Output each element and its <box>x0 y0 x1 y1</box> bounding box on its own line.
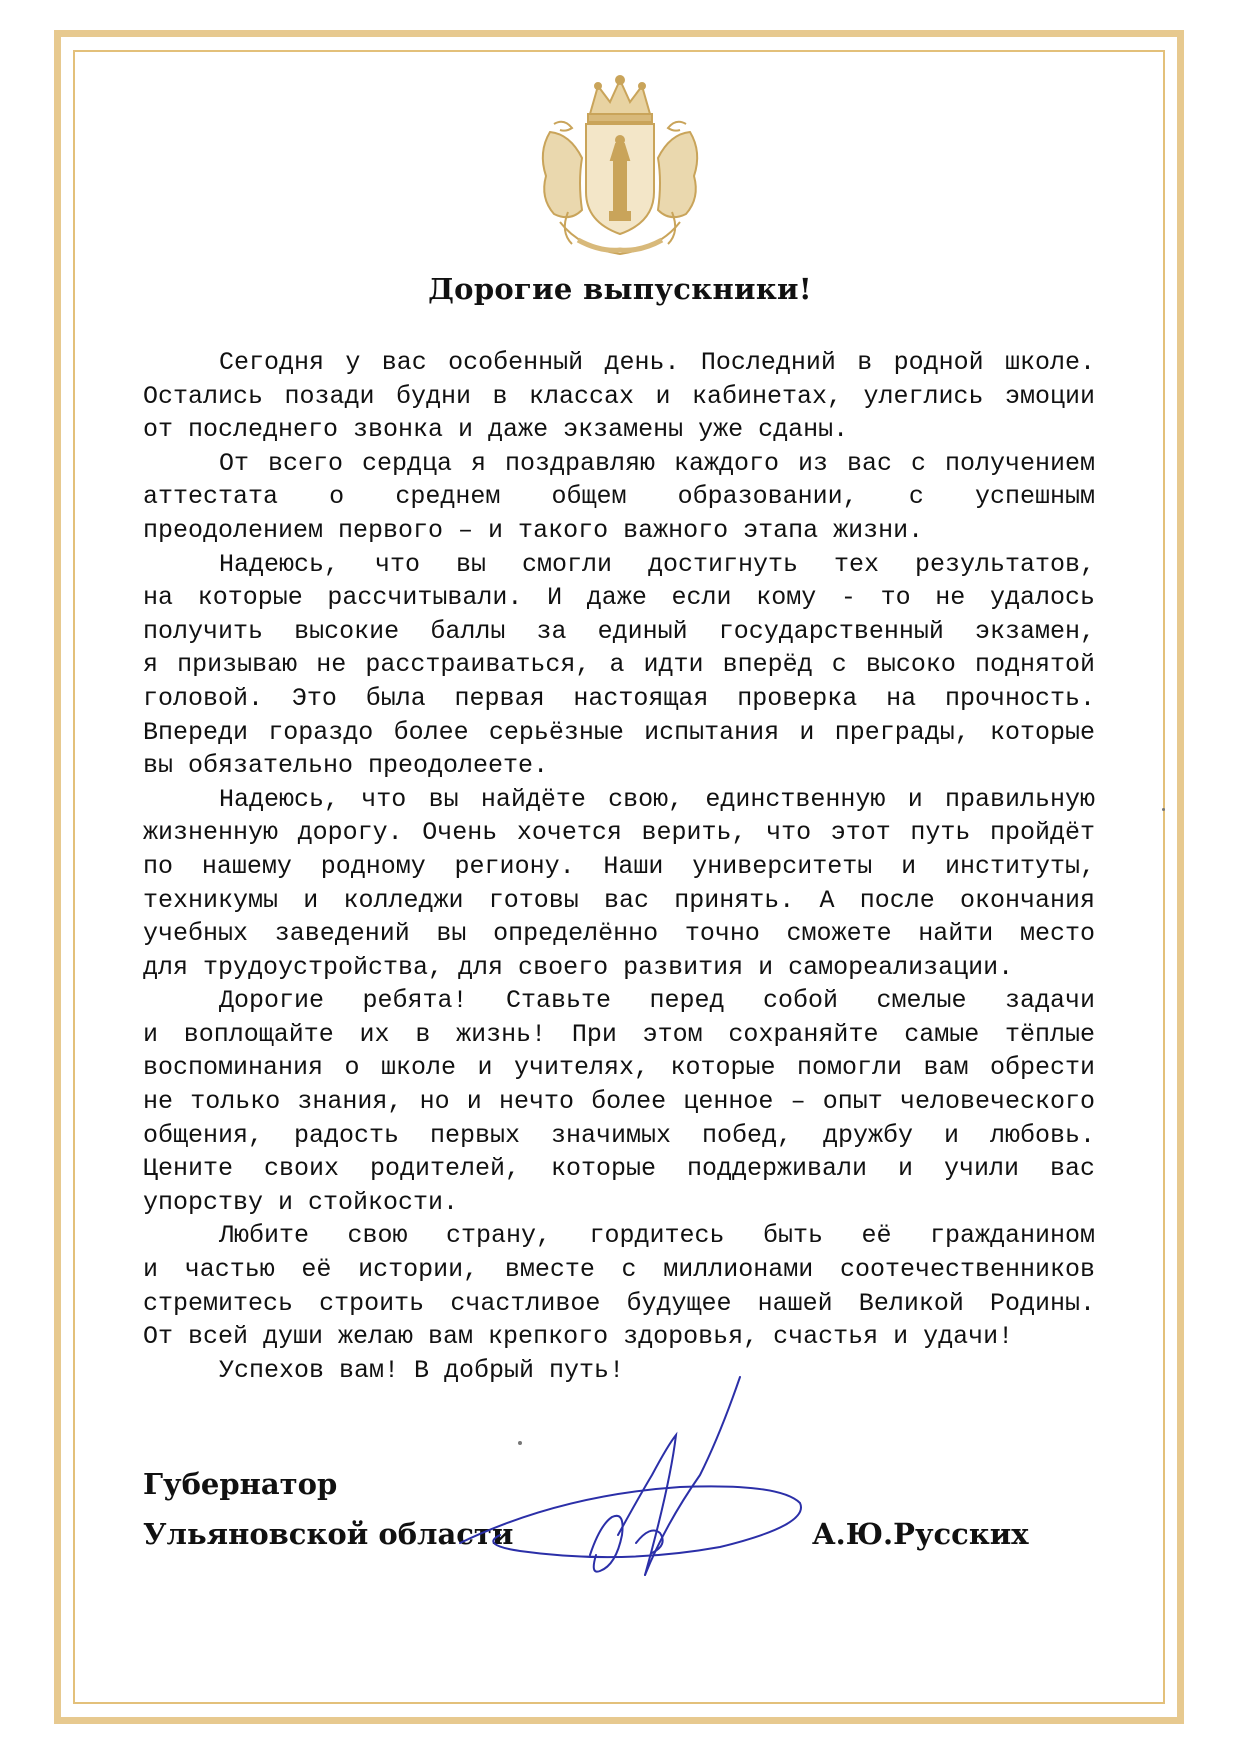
scan-speck <box>1162 808 1165 811</box>
letter-title: Дорогие выпускники! <box>428 272 812 306</box>
text-line: по нашему родному региону. Наши университеты и институты, <box>143 851 1095 881</box>
text-line: головой. Это была первая настоящая проверка на прочность. <box>143 683 1095 713</box>
text-line: и частью её истории, вместе с миллионами соотечественников <box>143 1255 1095 1285</box>
text-line: техникумы и колледжи готовы вас принять. А после окончания <box>143 885 1095 915</box>
text-line: От всего сердца я поздравляю каждого из вас с получением <box>219 448 1095 478</box>
letter-body <box>143 346 1095 1387</box>
paragraph-5 <box>143 984 1095 1219</box>
text-line: не только знания, но и нечто более ценное – опыт человеческого <box>143 1087 1095 1117</box>
text-line: аттестата о среднем общем образовании, с успешным <box>143 482 1095 512</box>
coat-of-arms-icon <box>520 72 720 267</box>
paragraph-4 <box>143 783 1095 985</box>
text-line: вы обязательно преодолеете. <box>143 751 549 781</box>
text-line: учебных заведений вы определённо точно сможете найти место <box>143 919 1095 949</box>
text-line: Любите свою страну, гордитесь быть её гражданином <box>219 1221 1095 1251</box>
text-line: Дорогие ребята! Ставьте перед собой смелые задачи <box>219 986 1095 1016</box>
paragraph-6 <box>143 1219 1095 1353</box>
text-line: Сегодня у вас особенный день. Последний в родной школе. <box>219 348 1095 377</box>
signatory-name: А.Ю.Русских <box>812 1517 1029 1551</box>
text-line: на которые рассчитывали. И даже если кому - то не удалось <box>143 583 1095 613</box>
text-line: Остались позади будни в классах и кабинетах, улеглись эмоции <box>143 381 1095 411</box>
text-line: От всей души желаю вам крепкого здоровья, счастья и удачи! <box>143 1322 1014 1352</box>
text-line: преодолением первого – и такого важного этапа жизни. <box>143 515 924 545</box>
signatory-region: Ульяновской области <box>143 1517 514 1551</box>
text-line: Впереди гораздо более серьёзные испытания и преграды, которые <box>143 717 1095 747</box>
text-line: Успехов вам! В добрый путь! <box>219 1355 625 1385</box>
text-line: упорству и стойкости. <box>143 1187 459 1217</box>
text-line: Надеюсь, что вы смогли достигнуть тех результатов, <box>219 549 1095 579</box>
paragraph-1 <box>143 346 1095 447</box>
text-line: для трудоустройства, для своего развития и самореализации. <box>143 952 1014 982</box>
paragraph-2 <box>143 447 1095 548</box>
text-line: воспоминания о школе и учителях, которые помогли вам обрести <box>143 1053 1095 1083</box>
scan-speck <box>518 1441 522 1445</box>
text-line: стремитесь строить счастливое будущее нашей Великой Родины. <box>143 1288 1095 1318</box>
text-line: Надеюсь, что вы найдёте свою, единственную и правильную <box>219 784 1095 814</box>
text-line: Цените своих родителей, которые поддерживали и учили вас <box>143 1154 1095 1184</box>
paragraph-3 <box>143 548 1095 783</box>
text-line: общения, радость первых значимых побед, дружбу и любовь. <box>143 1120 1095 1150</box>
text-line: жизненную дорогу. Очень хочется верить, что этот путь пройдёт <box>143 818 1095 848</box>
text-line: я призываю не расстраиваться, а идти вперёд с высоко поднятой <box>143 650 1095 680</box>
text-line: и воплощайте их в жизнь! При этом сохраняйте самые тёплые <box>143 1019 1095 1049</box>
text-line: получить высокие баллы за единый государственный экзамен, <box>143 616 1095 646</box>
signature-icon <box>440 1375 840 1625</box>
signatory-position: Губернатор <box>143 1467 338 1501</box>
text-line: от последнего звонка и даже экзамены уже сданы. <box>143 415 849 445</box>
